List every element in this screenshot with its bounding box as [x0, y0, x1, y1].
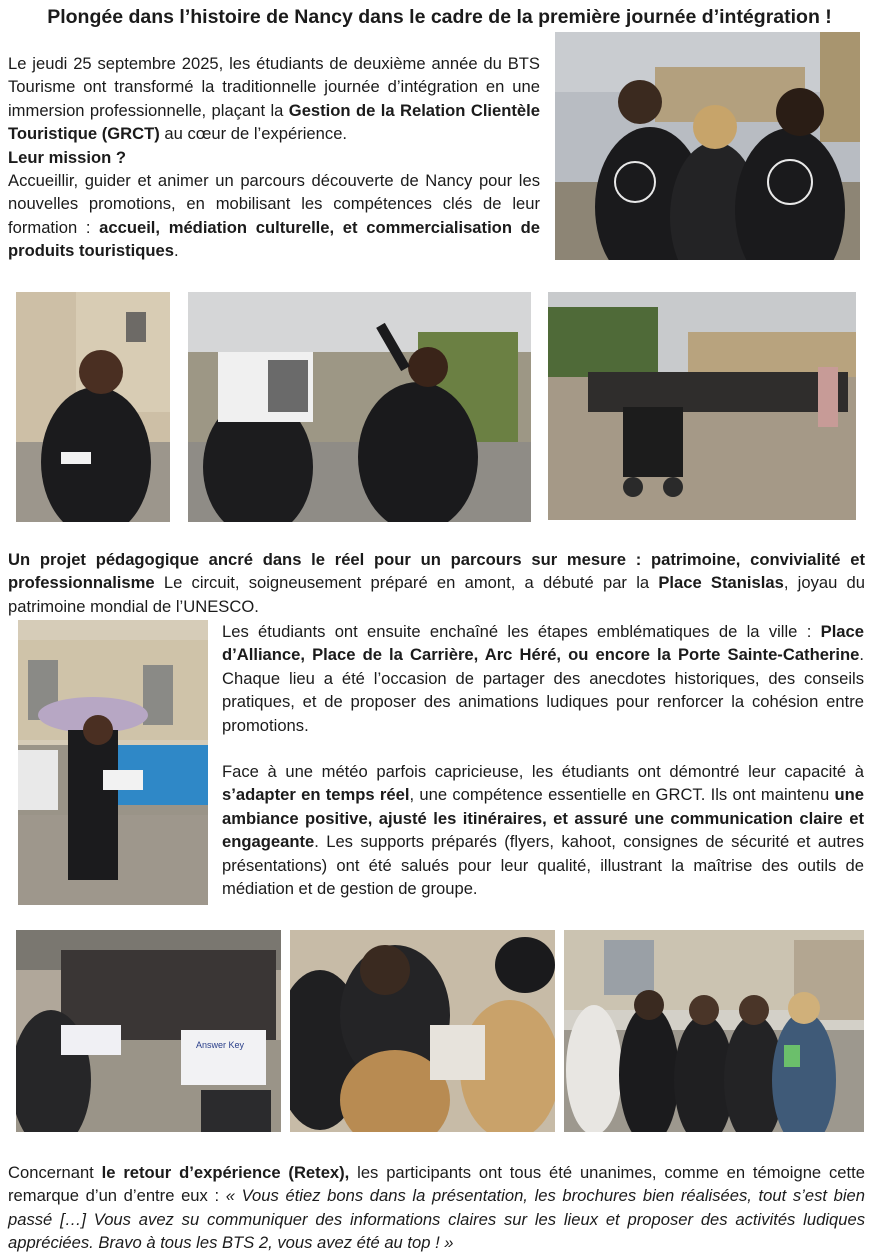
weather-paragraph: Face à une météo parfois capricieuse, les étudiants ont démontré leur capacité à s’adapter en temps réel, une compétence essentielle en GRCT. Ils ont maintenu une ambiance positive, ajusté les itinéraires, et assuré une communication claire et engageante. Les supports préparés (flyers, kahoot, consignes de sécurité et autres présentations) ont été salués pour leur qualité, illustrant la maîtrise des outils de médiation et de gestion de groupe. [222, 762, 864, 899]
page-title: Plongée dans l’histoire de Nancy dans le cadre de la première journée d’intégration ! [47, 6, 832, 28]
retex-quote: « Vous étiez bons dans la présentation, les brochures bien réalisées, tout s’est bien passé […] Vous avez su communiquer des informations claires sur les lieux et proposer des activités ludiques appréciées. Bravo à tous les BTS 2, vous avez été au top ! » [8, 1186, 865, 1253]
weather-ambiance: une ambiance positive, ajusté les itinéraires, et assuré une communication claire et engageante [222, 785, 864, 852]
mission-paragraph: Accueillir, guider et animer un parcours découverte de Nancy pour les nouvelles promotions, en mobilisant les compétences clés de leur formation : accueil, médiation culturelle, et commercialisation de produits touristiques. [8, 171, 540, 261]
project-section [8, 548, 865, 618]
photo-group-place [548, 292, 856, 520]
retex-section [8, 1161, 865, 1255]
intro-paragraph [8, 52, 540, 146]
steps-places: Place d’Alliance, Place de la Carrière, Arc Héré, ou encore la Porte Sainte-Catherine [222, 622, 864, 665]
mission-text: Accueillir, guider et animer un parcours découverte de Nancy pour les nouvelles promotions, en mobilisant les compétences clés de leur formation : [8, 171, 540, 237]
place-stanislas: Place Stanislas [658, 573, 784, 593]
intro-text: Le jeudi 25 septembre 2025, les étudiants de deuxième année du BTS Tourisme ont transformé la traditionnelle journée d’intégration en une immersion professionnelle, plaçant la [8, 54, 540, 120]
steps-paragraph: Les étudiants ont ensuite enchaîné les étapes emblématiques de la ville : Place d’Alliance, Place de la Carrière, Arc Héré, ou encore la Porte Sainte-Catherine. Chaque lieu a été l’occasion de partager des anecdotes historiques, des conseils pratiques, et de proposer des animations ludiques pour renforcer la cohésion entre promotions. [222, 622, 864, 735]
retex-heading: le retour d’expérience (Retex), [101, 1163, 350, 1182]
intro-text-end: au cœur de l’expérience. [159, 124, 348, 144]
photo-student-umbrella [18, 620, 208, 905]
project-heading: Un projet pédagogique ancré dans le réel pour un parcours sur mesure : patrimoine, convivialité et professionnalisme [8, 550, 865, 593]
intro-bold-grct: Gestion de la Relation Clientèle Touristique (GRCT) [8, 100, 541, 144]
mission-heading: Leur mission ? [8, 147, 127, 167]
project-paragraph: Un projet pédagogique ancré dans le réel pour un parcours sur mesure : patrimoine, convivialité et professionnalisme Le circuit, soigneusement préparé en amont, a débuté par la Place Stanislas, joyau du patrimoine mondial de l’UNESCO. [8, 550, 866, 616]
retex-paragraph: Concernant le retour d’expérience (Retex), les participants ont tous été unanimes, comme en témoigne cette remarque d’un d’entre eux : « Vous étiez bons dans la présentation, les brochures bien réalisées, tout s’est bien passé […] Vous avez su communiquer des informations claires sur les lieux et proposer des activités ludiques appréciées. Bravo à tous les BTS 2, vous avez été au top ! » [8, 1163, 865, 1253]
mission-bold-skills: accueil, médiation culturelle, et commercialisation de produits touristiques [8, 217, 540, 261]
intro-section [8, 52, 540, 263]
sign-answer-key: Answer Key [196, 1040, 245, 1050]
photo-student-smiling [16, 292, 170, 522]
photo-student-pointing [188, 292, 531, 522]
photo-crowd-signs [16, 930, 281, 1132]
weather-adapt: s’adapter en temps réel [222, 785, 410, 805]
photo-group-smiling [564, 930, 864, 1132]
photo-students-reading [290, 930, 555, 1132]
steps-section [222, 620, 864, 900]
photo-students-back [555, 32, 860, 260]
